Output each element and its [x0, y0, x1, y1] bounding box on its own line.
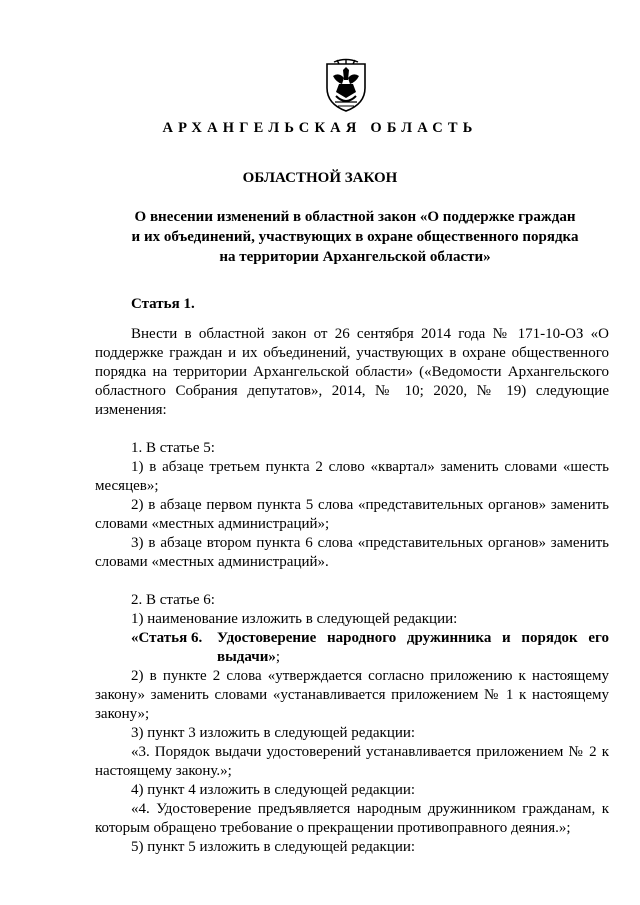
list-item: 1) наименование изложить в следующей редакции: [131, 611, 458, 627]
section-heading: 1. В статье 5: [131, 440, 215, 456]
list-item: 3) пункт 3 изложить в следующей редакции: [131, 725, 416, 741]
article6-title: Удостоверение народного дружинника и порядок его выдачи»; [217, 630, 609, 665]
document-type: ОБЛАСТНОЙ ЗАКОН [242, 170, 398, 186]
intro-paragraph: Внести в областной закон от 26 сентября 2014 года № 171-10-ОЗ «О поддержке граждан и их объединений, участвующих в охране общественного порядка на территории Архангельской области» («Ведомости Архангельского областного Собрания депутатов», 2014, № 10; 2020, № 19) следующие изменения: [95, 326, 609, 418]
article6-heading [131, 629, 609, 667]
quoted-text: «3. Порядок выдачи удостоверений устанавливается приложением № 2 к настоящему закону.»; [95, 744, 609, 779]
law-title-line: и их объединений, участвующих в охране общественного порядка [131, 229, 579, 245]
law-title-line: О внесении изменений в областной закон «О поддержке граждан [134, 209, 576, 225]
list-item: 4) пункт 4 изложить в следующей редакции: [131, 782, 416, 798]
list-item: 1) в абзаце третьем пункта 2 слово «квартал» заменить словами «шесть месяцев»; [95, 459, 609, 494]
list-item: 2) в пункте 2 слова «утверждается согласно приложению к настоящему закону» заменить словами «устанавливается приложением № 1 к настоящему закону»; [95, 668, 609, 722]
list-item: 2) в абзаце первом пункта 5 слова «представительных органов» заменить словами «местных администраций»; [95, 497, 609, 532]
law-title-line: на территории Архангельской области» [219, 249, 491, 265]
article6-number: «Статья 6. [131, 630, 203, 646]
region-name: АРХАНГЕЛЬСКАЯ ОБЛАСТЬ [162, 120, 478, 136]
quoted-text: «4. Удостоверение предъявляется народным дружинником гражданам, к которым обращено требование о прекращении противоправного деяния.»; [95, 801, 609, 836]
document-body [95, 325, 609, 857]
law-title [95, 207, 615, 267]
coat-of-arms-icon [323, 58, 369, 114]
article-heading: Статья 1. [131, 296, 195, 312]
list-item: 3) в абзаце втором пункта 6 слова «представительных органов» заменить словами «местных администраций». [95, 535, 609, 570]
list-item: 5) пункт 5 изложить в следующей редакции: [131, 839, 416, 855]
section-heading: 2. В статье 6: [131, 592, 215, 608]
